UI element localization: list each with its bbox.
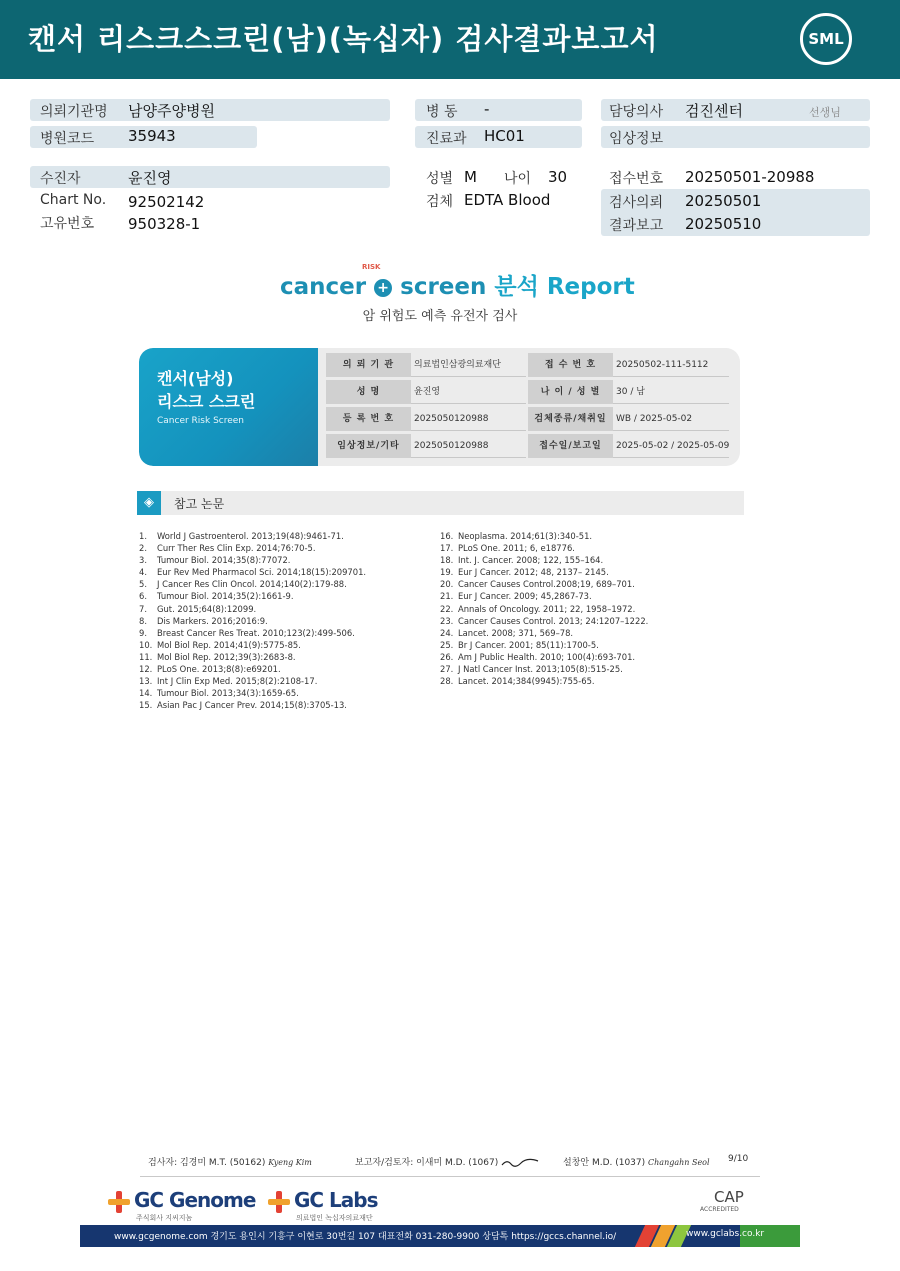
reference-item: 20. Cancer Causes Control.2008;19, 689–701. xyxy=(440,579,635,590)
reference-item: 7. Gut. 2015;64(8):12099. xyxy=(139,603,257,614)
footer-text: www.gcgenome.com 경기도 용인시 기흥구 이현로 30번길 107 대표전화 031-280-9900 상담톡 https://gccs.channel.io/ xyxy=(114,1232,617,1242)
receipt-label: 접수번호 xyxy=(609,171,664,187)
references-header xyxy=(137,491,744,515)
institution-label: 의뢰기관명 xyxy=(40,104,108,120)
reference-item: 19. Eur J Cancer. 2012; 48, 2137– 2145. xyxy=(440,567,609,578)
reference-item: 28. Lancet. 2014;384(9945):755-65. xyxy=(440,676,595,687)
cap-accredited-logo: CAP ACCREDITED xyxy=(700,1188,744,1213)
reference-item: 23. Cancer Causes Control. 2013; 24:1207–1222. xyxy=(440,615,649,626)
reference-item: 8. Dis Markers. 2016;2016:9. xyxy=(139,615,268,626)
signature-divider xyxy=(140,1176,760,1177)
card-title-1: 캔서(남성) xyxy=(157,369,234,388)
reference-item: 27. J Natl Cancer Inst. 2013;105(8):515-25. xyxy=(440,664,623,675)
report-title: 캔서 리스크스크린(남)(녹십자) 검사결과보고서 xyxy=(28,22,659,56)
logo-subtitle: 암 위험도 예측 유전자 검사 xyxy=(362,309,518,324)
reference-item: 22. Annals of Oncology. 2011; 22, 1958–1972. xyxy=(440,603,636,614)
card-key: 나 이 / 성 별 xyxy=(528,380,613,404)
references-title: 참고 논문 xyxy=(174,497,225,511)
age-label: 나이 xyxy=(504,171,532,187)
reference-item: 14. Tumour Biol. 2013;34(3):1659-65. xyxy=(139,688,299,699)
doctor-label: 담당의사 xyxy=(609,104,664,120)
request-value: 20250501 xyxy=(685,192,762,210)
examinee-bar xyxy=(30,166,390,188)
reference-item: 2. Curr Ther Res Clin Exp. 2014;76:70-5. xyxy=(139,543,316,554)
reference-item: 18. Int. J. Cancer. 2008; 122, 155–164. xyxy=(440,555,604,566)
footer-bar xyxy=(80,1225,800,1247)
examinee-value: 윤진영 xyxy=(128,169,172,187)
card-value: 2025-05-02 / 2025-05-09 xyxy=(613,434,729,458)
uid-label: 고유번호 xyxy=(40,216,95,232)
chart-label: Chart No. xyxy=(40,192,107,208)
chart-value: 92502142 xyxy=(128,193,205,211)
cancer-risk-screen-logo: cancer + RISK screen 분석 Report xyxy=(280,263,635,300)
card-key: 의 뢰 기 관 xyxy=(326,353,411,377)
references-left xyxy=(139,530,366,711)
reference-item: 3. Tumour Biol. 2014;35(8):77072. xyxy=(139,555,291,566)
reference-item: 4. Eur Rev Med Pharmacol Sci. 2014;18(15):209701. xyxy=(139,567,367,578)
card-title-2: 리스크 스크린 xyxy=(157,392,256,411)
specimen-label: 검체 xyxy=(426,194,454,210)
sex-label: 성별 xyxy=(426,171,454,187)
reference-item: 10. Mol Biol Rep. 2014;41(9):5775-85. xyxy=(139,639,301,650)
reference-item: 9. Breast Cancer Res Treat. 2010;123(2):499-506. xyxy=(139,627,355,638)
reference-item: 16. Neoplasma. 2014;61(3):340-51. xyxy=(440,531,593,541)
reference-item: 11. Mol Biol Rep. 2012;39(3):2683-8. xyxy=(139,651,296,662)
reviewer-signature: 보고자/검토자: 이새미 M.D. (1067) xyxy=(355,1155,539,1168)
examinee-label: 수진자 xyxy=(40,171,81,187)
dept-value: HC01 xyxy=(484,127,525,145)
card-value: 윤진영 xyxy=(411,380,526,404)
specimen-value: EDTA Blood xyxy=(464,191,551,209)
references-right xyxy=(440,530,648,687)
card-value: 20250502-111-5112 xyxy=(613,353,729,377)
card-value: WB / 2025-05-02 xyxy=(613,407,729,431)
reference-item: 13. Int J Clin Exp Med. 2015;8(2):2108-17. xyxy=(139,676,318,687)
card-key: 접 수 번 호 xyxy=(528,353,613,377)
third-signature: 설창안 M.D. (1037) Changahn Seol xyxy=(563,1158,710,1168)
ward-label: 병 동 xyxy=(426,104,458,120)
card-value: 30 / 남 xyxy=(613,380,729,404)
reference-item: 21. Eur J Cancer. 2009; 45,2867-73. xyxy=(440,591,592,602)
uid-value: 950328-1 xyxy=(128,215,201,233)
summary-card xyxy=(139,348,740,466)
plus-icon: + xyxy=(374,279,392,297)
ward-value: - xyxy=(484,100,490,118)
card-key: 임상정보/기타 xyxy=(326,434,411,458)
card-key: 성 명 xyxy=(326,380,411,404)
request-label: 검사의뢰 xyxy=(609,195,664,211)
card-title-en: Cancer Risk Screen xyxy=(157,416,245,426)
card-title-panel xyxy=(139,348,318,466)
receipt-value: 20250501-20988 xyxy=(685,168,815,186)
report-value: 20250510 xyxy=(685,215,762,233)
report-label: 결과보고 xyxy=(609,218,664,234)
card-value: 2025050120988 xyxy=(411,407,526,431)
hospital-code-label: 병원코드 xyxy=(40,131,95,147)
card-key: 접수일/보고일 xyxy=(528,434,613,458)
age-value: 30 xyxy=(548,168,568,186)
card-key: 검체종류/채취일 xyxy=(528,407,613,431)
institution-value: 남양주양병원 xyxy=(128,102,215,120)
reference-item: 25. Br J Cancer. 2001; 85(11):1700-5. xyxy=(440,639,599,650)
tester-signature: 검사자: 김경미 M.T. (50162) Kyeng Kim xyxy=(148,1158,312,1168)
reference-item: 17. PLoS One. 2011; 6, e18776. xyxy=(440,543,575,554)
card-key: 등 록 번 호 xyxy=(326,407,411,431)
reference-item: 12. PLoS One. 2013;8(8):e69201. xyxy=(139,664,281,675)
sml-logo: SML xyxy=(800,13,852,65)
hospital-code-value: 35943 xyxy=(128,127,176,145)
card-value: 의료법인삼광의료재단 xyxy=(411,353,526,377)
card-value: 2025050120988 xyxy=(411,434,526,458)
reference-item: 26. Am J Public Health. 2010; 100(4):693-701. xyxy=(440,651,636,662)
dept-label: 진료과 xyxy=(426,131,467,147)
references-icon: ◈ xyxy=(137,491,161,515)
reference-item: 1. World J Gastroenterol. 2013;19(48):9461-71. xyxy=(139,531,344,541)
clinical-label: 임상정보 xyxy=(609,131,664,147)
doctor-suffix: 선생님 xyxy=(809,106,841,119)
report-header xyxy=(0,0,900,79)
reference-item: 6. Tumour Biol. 2014;35(2):1661-9. xyxy=(139,591,294,602)
doctor-value: 검진센터 xyxy=(685,102,743,120)
page-number: 9/10 xyxy=(728,1154,749,1164)
reference-item: 24. Lancet. 2008; 371, 569–78. xyxy=(440,627,574,638)
footer-url[interactable]: www.gclabs.co.kr xyxy=(686,1229,765,1239)
sex-value: M xyxy=(464,168,477,186)
reviewer-sign-mark xyxy=(501,1158,539,1168)
reference-item: 5. J Cancer Res Clin Oncol. 2014;140(2):179-88. xyxy=(139,579,347,590)
reference-item: 15. Asian Pac J Cancer Prev. 2014;15(8):3705-13. xyxy=(139,700,347,711)
